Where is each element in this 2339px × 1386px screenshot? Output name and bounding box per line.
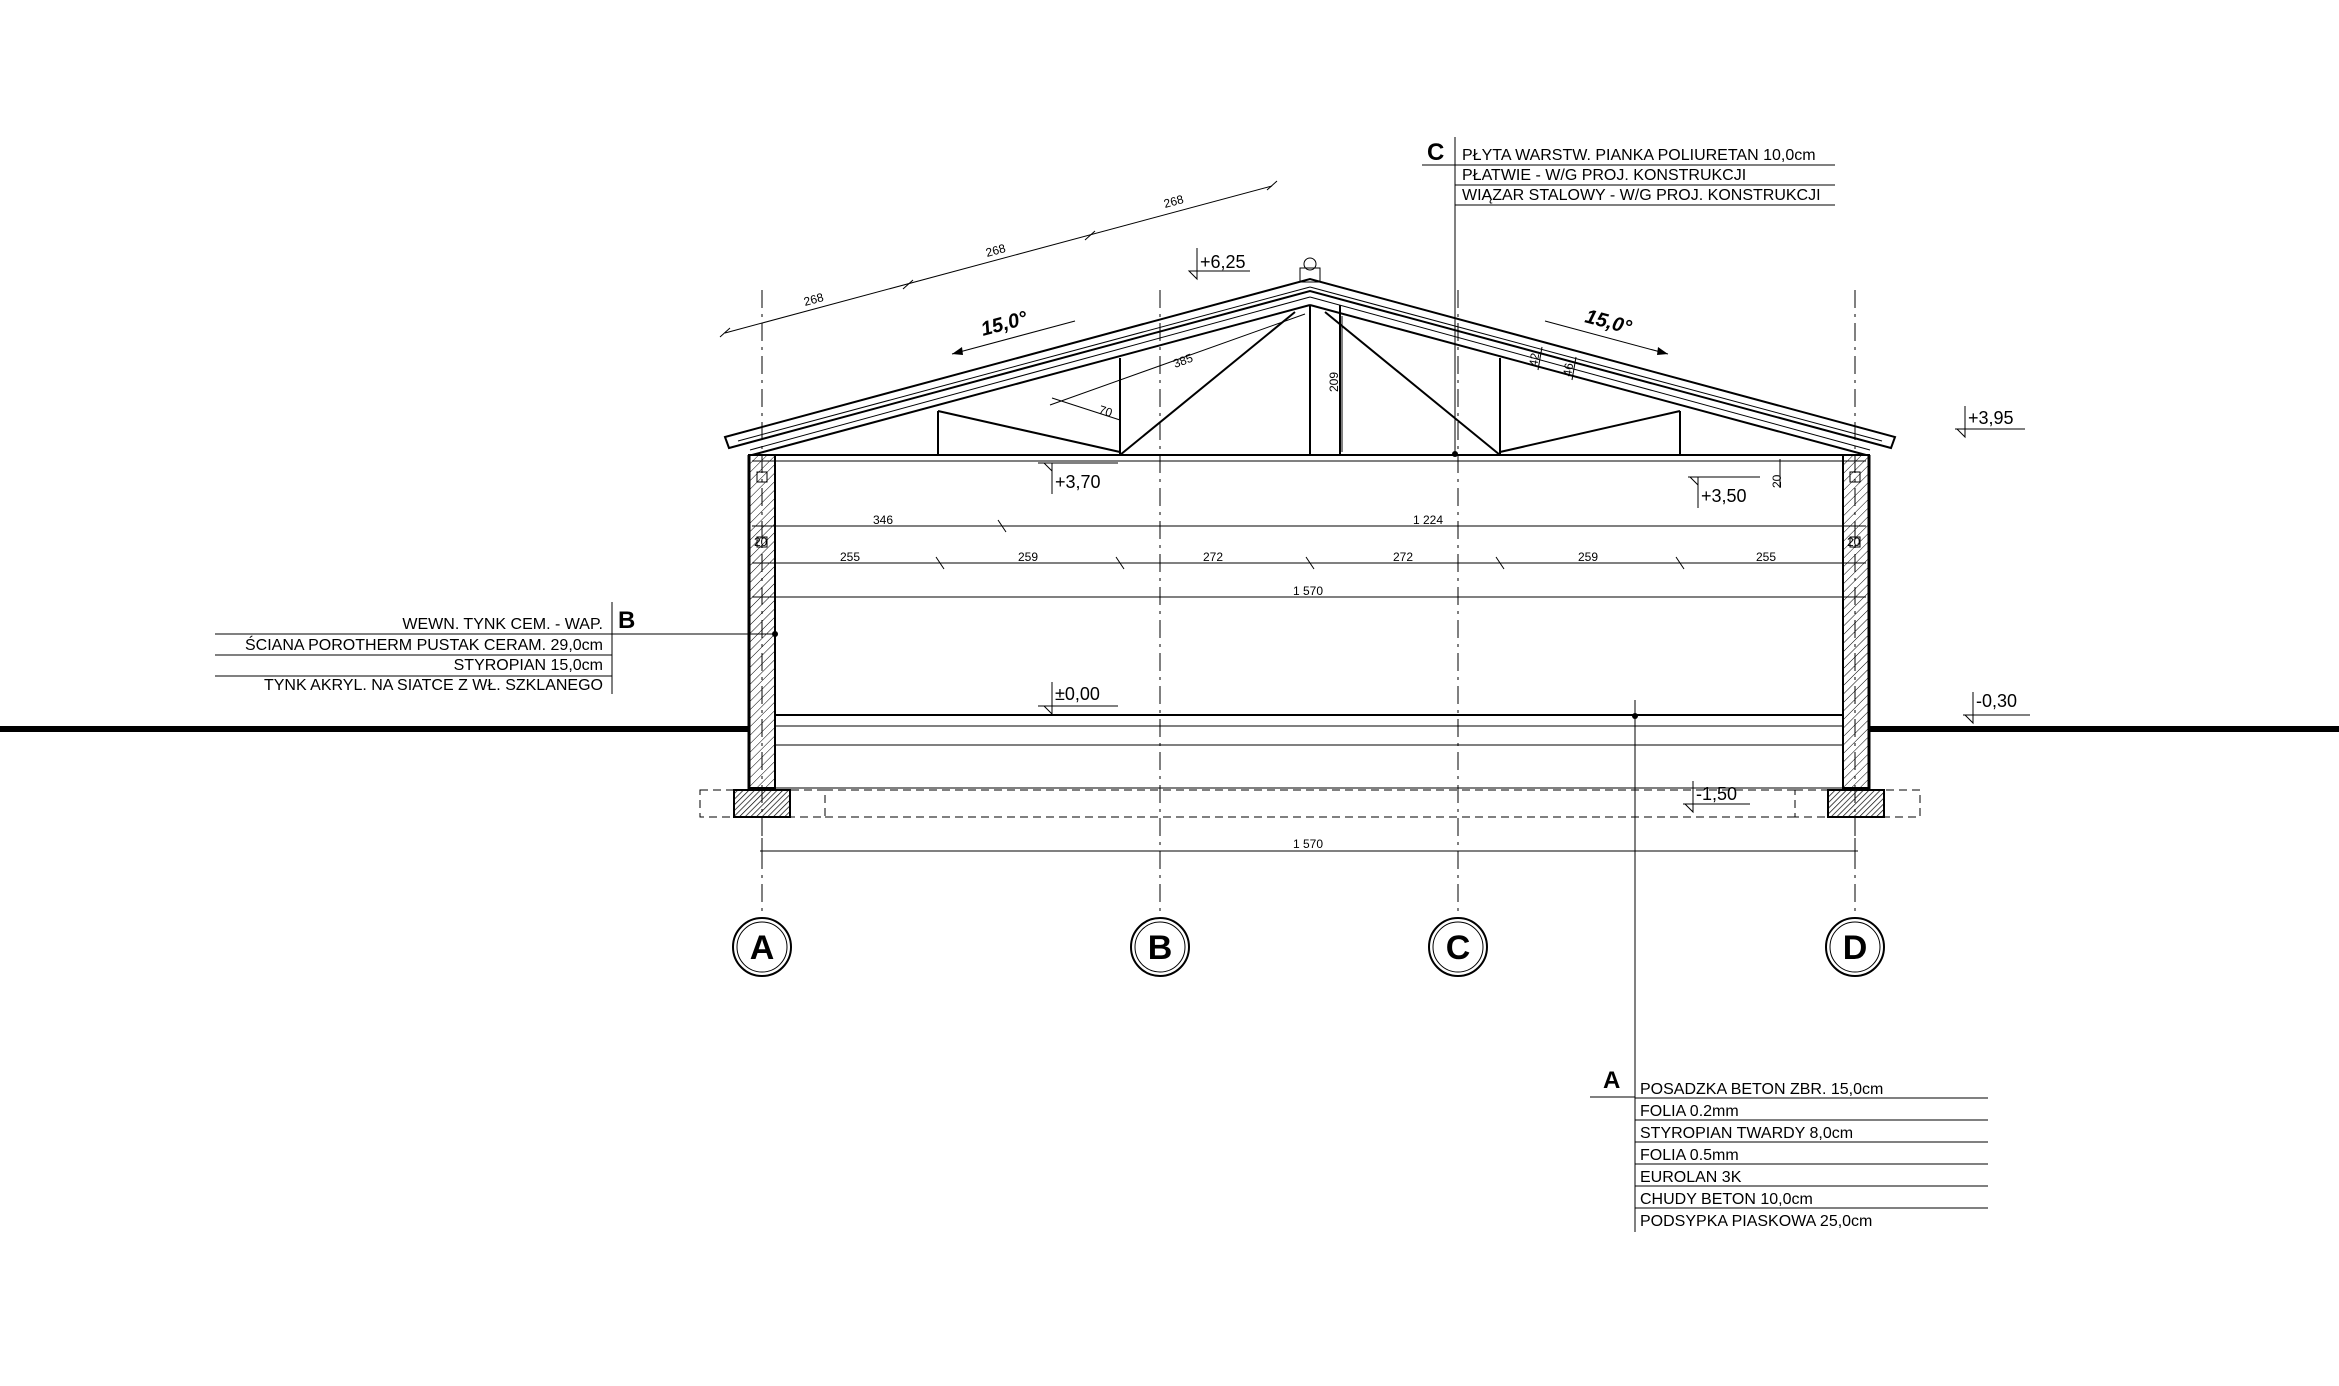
- slope-left-label: 15,0°: [978, 307, 1030, 341]
- dim-bottom: 1 570: [1293, 837, 1324, 851]
- legend-a-item-3: STYROPIAN TWARDY 8,0cm: [1640, 1125, 1854, 1142]
- dim-row2-4: 272: [1393, 550, 1414, 564]
- level-marker-ridge: [1189, 248, 1250, 279]
- legend-c: [1422, 137, 1835, 457]
- level-truss-right: +3,50: [1701, 486, 1747, 506]
- dim-row1-b: 1 224: [1413, 513, 1444, 527]
- level-truss-left: +3,70: [1055, 472, 1101, 492]
- axis-label-c: C: [1445, 929, 1471, 967]
- right-wall: [1843, 455, 1869, 790]
- legend-c-item-3: WIĄZAR STALOWY - W/G PROJ. KONSTRUKCJI: [1462, 187, 1821, 204]
- legend-a-item-1: POSADZKA BETON ZBR. 15,0cm: [1640, 1081, 1884, 1098]
- wall-small-dim-1: 20: [754, 535, 768, 549]
- rafter-segment-2: 268: [984, 241, 1008, 260]
- floor-slab: [775, 715, 1843, 788]
- dim-row2-3: 272: [1203, 550, 1224, 564]
- dim-row2-1: 255: [840, 550, 861, 564]
- dim-row2-5: 259: [1578, 550, 1599, 564]
- axis-label-a: A: [749, 929, 775, 967]
- level-marker-eave: [1955, 406, 2025, 437]
- legend-b-item-3: STYROPIAN 15,0cm: [453, 657, 603, 674]
- dim-row1-a: 346: [873, 513, 894, 527]
- level-ridge: +6,25: [1200, 252, 1246, 272]
- level-eave: +3,95: [1968, 408, 2014, 428]
- eave-height-dim: 20: [1770, 474, 1784, 488]
- axis-bubble-a: [733, 918, 791, 976]
- level-marker-floor: [1038, 682, 1118, 714]
- level-marker-foundation: [1683, 781, 1750, 812]
- truss-detail-dim: 70: [1097, 402, 1115, 420]
- level-foundation: -1,50: [1696, 784, 1738, 804]
- dim-row2-2: 259: [1018, 550, 1039, 564]
- legend-b-item-1: WEWN. TYNK CEM. - WAP.: [402, 616, 603, 633]
- legend-a-item-7: PODSYPKA PIASKOWA 25,0cm: [1640, 1213, 1873, 1230]
- level-floor: ±0,00: [1055, 684, 1100, 704]
- legend-a-item-5: EUROLAN 3K: [1640, 1169, 1742, 1186]
- truss-diagonal-dim: 385: [1171, 350, 1195, 371]
- slope-right-label: 15,0°: [1582, 305, 1634, 339]
- dimension-chains: [752, 520, 1866, 860]
- level-marker-truss-right: [1688, 477, 1760, 508]
- dim-row2-6: 255: [1756, 550, 1777, 564]
- level-marker-ground: [1963, 691, 2030, 723]
- legend-a-item-2: FOLIA 0.2mm: [1640, 1103, 1739, 1120]
- axis-bubble-d: [1826, 918, 1884, 976]
- level-ground: -0,30: [1976, 691, 2018, 711]
- steel-truss: [752, 305, 1866, 461]
- axis-bubble-b: [1131, 918, 1189, 976]
- legend-a-item-6: CHUDY BETON 10,0cm: [1640, 1191, 1813, 1208]
- truss-height-dim: 209: [1327, 371, 1341, 392]
- level-marker-truss-left: [1038, 463, 1118, 494]
- wall-small-dim-2: 20: [1847, 535, 1861, 549]
- legend-b-tag: B: [618, 607, 636, 634]
- axis-bubble-c: [1429, 918, 1487, 976]
- axis-label-d: D: [1842, 929, 1868, 967]
- legend-a-tag: A: [1603, 1067, 1621, 1094]
- right-small-dim-a: 42: [1526, 351, 1543, 368]
- rafter-segment-3: 268: [1162, 192, 1186, 211]
- dim-row3: 1 570: [1293, 584, 1324, 598]
- legend-b: [215, 602, 778, 694]
- legend-c-item-1: PŁYTA WARSTW. PIANKA POLIURETAN 10,0cm: [1462, 147, 1816, 164]
- legend-a: [1590, 700, 1988, 1232]
- axis-label-b: B: [1147, 929, 1173, 967]
- legend-c-tag: C: [1427, 139, 1445, 166]
- legend-b-item-2: ŚCIANA POROTHERM PUSTAK CERAM. 29,0cm: [245, 637, 603, 654]
- legend-a-item-4: FOLIA 0.5mm: [1640, 1147, 1739, 1164]
- legend-b-item-4: TYNK AKRYL. NA SIATCE Z WŁ. SZKLANEGO: [263, 677, 603, 694]
- left-wall: [749, 455, 775, 790]
- rafter-segment-1: 268: [802, 290, 826, 309]
- legend-c-item-2: PŁATWIE - W/G PROJ. KONSTRUKCJI: [1462, 167, 1747, 184]
- right-small-dim-b: 46: [1560, 361, 1577, 378]
